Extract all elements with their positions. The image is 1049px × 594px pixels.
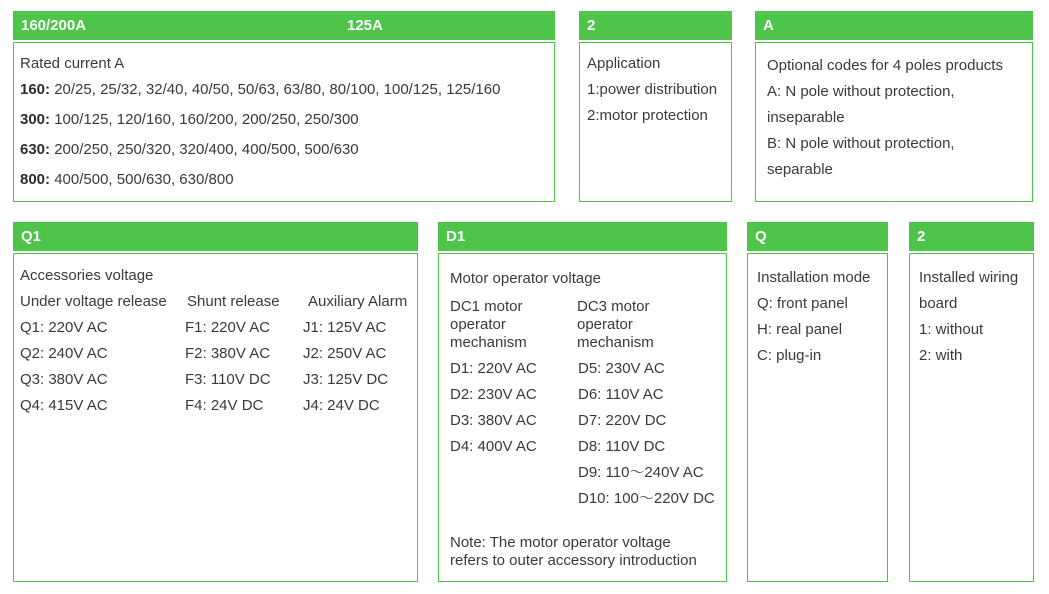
motor-note-line: Note: The motor operator voltage — [450, 534, 671, 551]
column-header: Shunt release — [187, 293, 280, 310]
shunt-release-item: F4: 24V DC — [185, 397, 264, 414]
auxiliary-alarm-item: J2: 250V AC — [303, 345, 387, 362]
row-values: 20/25, 25/32, 32/40, 40/50, 50/63, 63/80, 80/100, 100/125, 125/160 — [50, 81, 501, 98]
application-title: Application — [587, 55, 661, 72]
dc3-item: D6: 110V AC — [578, 386, 664, 403]
shunt-release-item: F1: 220V AC — [185, 319, 271, 336]
application-item: 2:motor protection — [587, 107, 708, 124]
optional-codes-box — [755, 11, 1033, 202]
row-values: 400/500, 500/630, 630/800 — [50, 171, 234, 188]
installation-mode-item: C: plug-in — [757, 347, 822, 364]
motor-operator-title: Motor operator voltage — [450, 270, 601, 287]
dc3-header-line: mechanism — [577, 334, 654, 351]
dc1-item: D2: 230V AC — [450, 386, 537, 403]
rated-current-body — [13, 42, 555, 202]
header-code-right: 125A — [347, 17, 383, 34]
installation-mode-item: Q: front panel — [757, 295, 848, 312]
row-code: 800: — [20, 171, 51, 188]
header-code-left: 160/200A — [21, 17, 87, 34]
optional-codes-line: inseparable — [767, 109, 845, 126]
row-code: 160: — [20, 81, 51, 98]
application-body — [579, 42, 732, 202]
dc1-item: D4: 400V AC — [450, 438, 537, 455]
application-header: 2 — [579, 11, 732, 40]
shunt-release-item: F2: 380V AC — [185, 345, 271, 362]
auxiliary-alarm-item: J3: 125V DC — [303, 371, 389, 388]
undervoltage-item: Q4: 415V AC — [20, 397, 108, 414]
rated-current-row — [20, 171, 234, 189]
wiring-board-line: Installed wiring — [919, 269, 1019, 286]
rated-current-header — [13, 11, 555, 40]
optional-codes-line: Optional codes for 4 poles products — [767, 57, 1003, 74]
dc1-header-line: mechanism — [450, 334, 527, 351]
dc1-item: D3: 380V AC — [450, 412, 537, 429]
row-values: 200/250, 250/320, 320/400, 400/500, 500/630 — [50, 141, 359, 158]
optional-codes-body — [755, 42, 1033, 202]
installation-mode-item: H: real panel — [757, 321, 843, 338]
dc3-item: D5: 230V AC — [578, 360, 665, 377]
dc1-header-line: DC1 motor — [450, 298, 523, 315]
wiring-board-line: 1: without — [919, 321, 984, 338]
shunt-release-item: F3: 110V DC — [185, 371, 271, 388]
accessories-voltage-header: Q1 — [13, 222, 418, 251]
accessories-voltage-box — [13, 222, 418, 582]
undervoltage-item: Q1: 220V AC — [20, 319, 108, 336]
auxiliary-alarm-item: J4: 24V DC — [303, 397, 380, 414]
dc3-item: D8: 110V DC — [578, 438, 666, 455]
wiring-board-line: board — [919, 295, 958, 312]
wiring-board-header: 2 — [909, 222, 1034, 251]
motor-operator-header: D1 — [438, 222, 727, 251]
optional-codes-line: B: N pole without protection, — [767, 135, 955, 152]
accessories-voltage-title: Accessories voltage — [20, 267, 154, 284]
column-header: Auxiliary Alarm — [308, 293, 408, 310]
dc3-header-line: DC3 motor — [577, 298, 650, 315]
installation-mode-body — [747, 253, 888, 582]
undervoltage-item: Q2: 240V AC — [20, 345, 108, 362]
dc3-header-line: operator — [577, 316, 633, 333]
dc3-item: D7: 220V DC — [578, 412, 667, 429]
dc3-item: D10: 100～220V DC — [578, 490, 715, 507]
row-values: 100/125, 120/160, 160/200, 200/250, 250/300 — [50, 111, 359, 128]
wiring-board-line: 2: with — [919, 347, 963, 364]
application-item: 1:power distribution — [587, 81, 718, 98]
application-box — [579, 11, 732, 202]
rated-current-row — [20, 81, 500, 99]
installation-mode-header: Q — [747, 222, 888, 251]
rated-current-box — [13, 11, 555, 202]
wiring-board-box — [909, 222, 1034, 582]
row-code: 630: — [20, 141, 51, 158]
optional-codes-header: A — [755, 11, 1033, 40]
auxiliary-alarm-item: J1: 125V AC — [303, 319, 387, 336]
installation-mode-box — [747, 222, 888, 582]
dc1-item: D1: 220V AC — [450, 360, 537, 377]
optional-codes-line: A: N pole without protection, — [767, 83, 955, 100]
motor-operator-body — [438, 253, 727, 582]
rated-current-row — [20, 111, 359, 129]
motor-note-line: refers to outer accessory introduction — [450, 552, 697, 569]
column-header: Under voltage release — [20, 293, 167, 310]
wiring-board-body — [909, 253, 1034, 582]
motor-operator-box — [438, 222, 727, 582]
dc3-item: D9: 110～240V AC — [578, 464, 704, 481]
optional-codes-line: separable — [767, 161, 833, 178]
rated-current-row — [20, 141, 359, 159]
accessories-voltage-body — [13, 253, 418, 582]
dc1-header-line: operator — [450, 316, 506, 333]
installation-mode-title: Installation mode — [757, 269, 871, 286]
row-code: 300: — [20, 111, 51, 128]
rated-current-title: Rated current A — [20, 55, 125, 72]
undervoltage-item: Q3: 380V AC — [20, 371, 108, 388]
